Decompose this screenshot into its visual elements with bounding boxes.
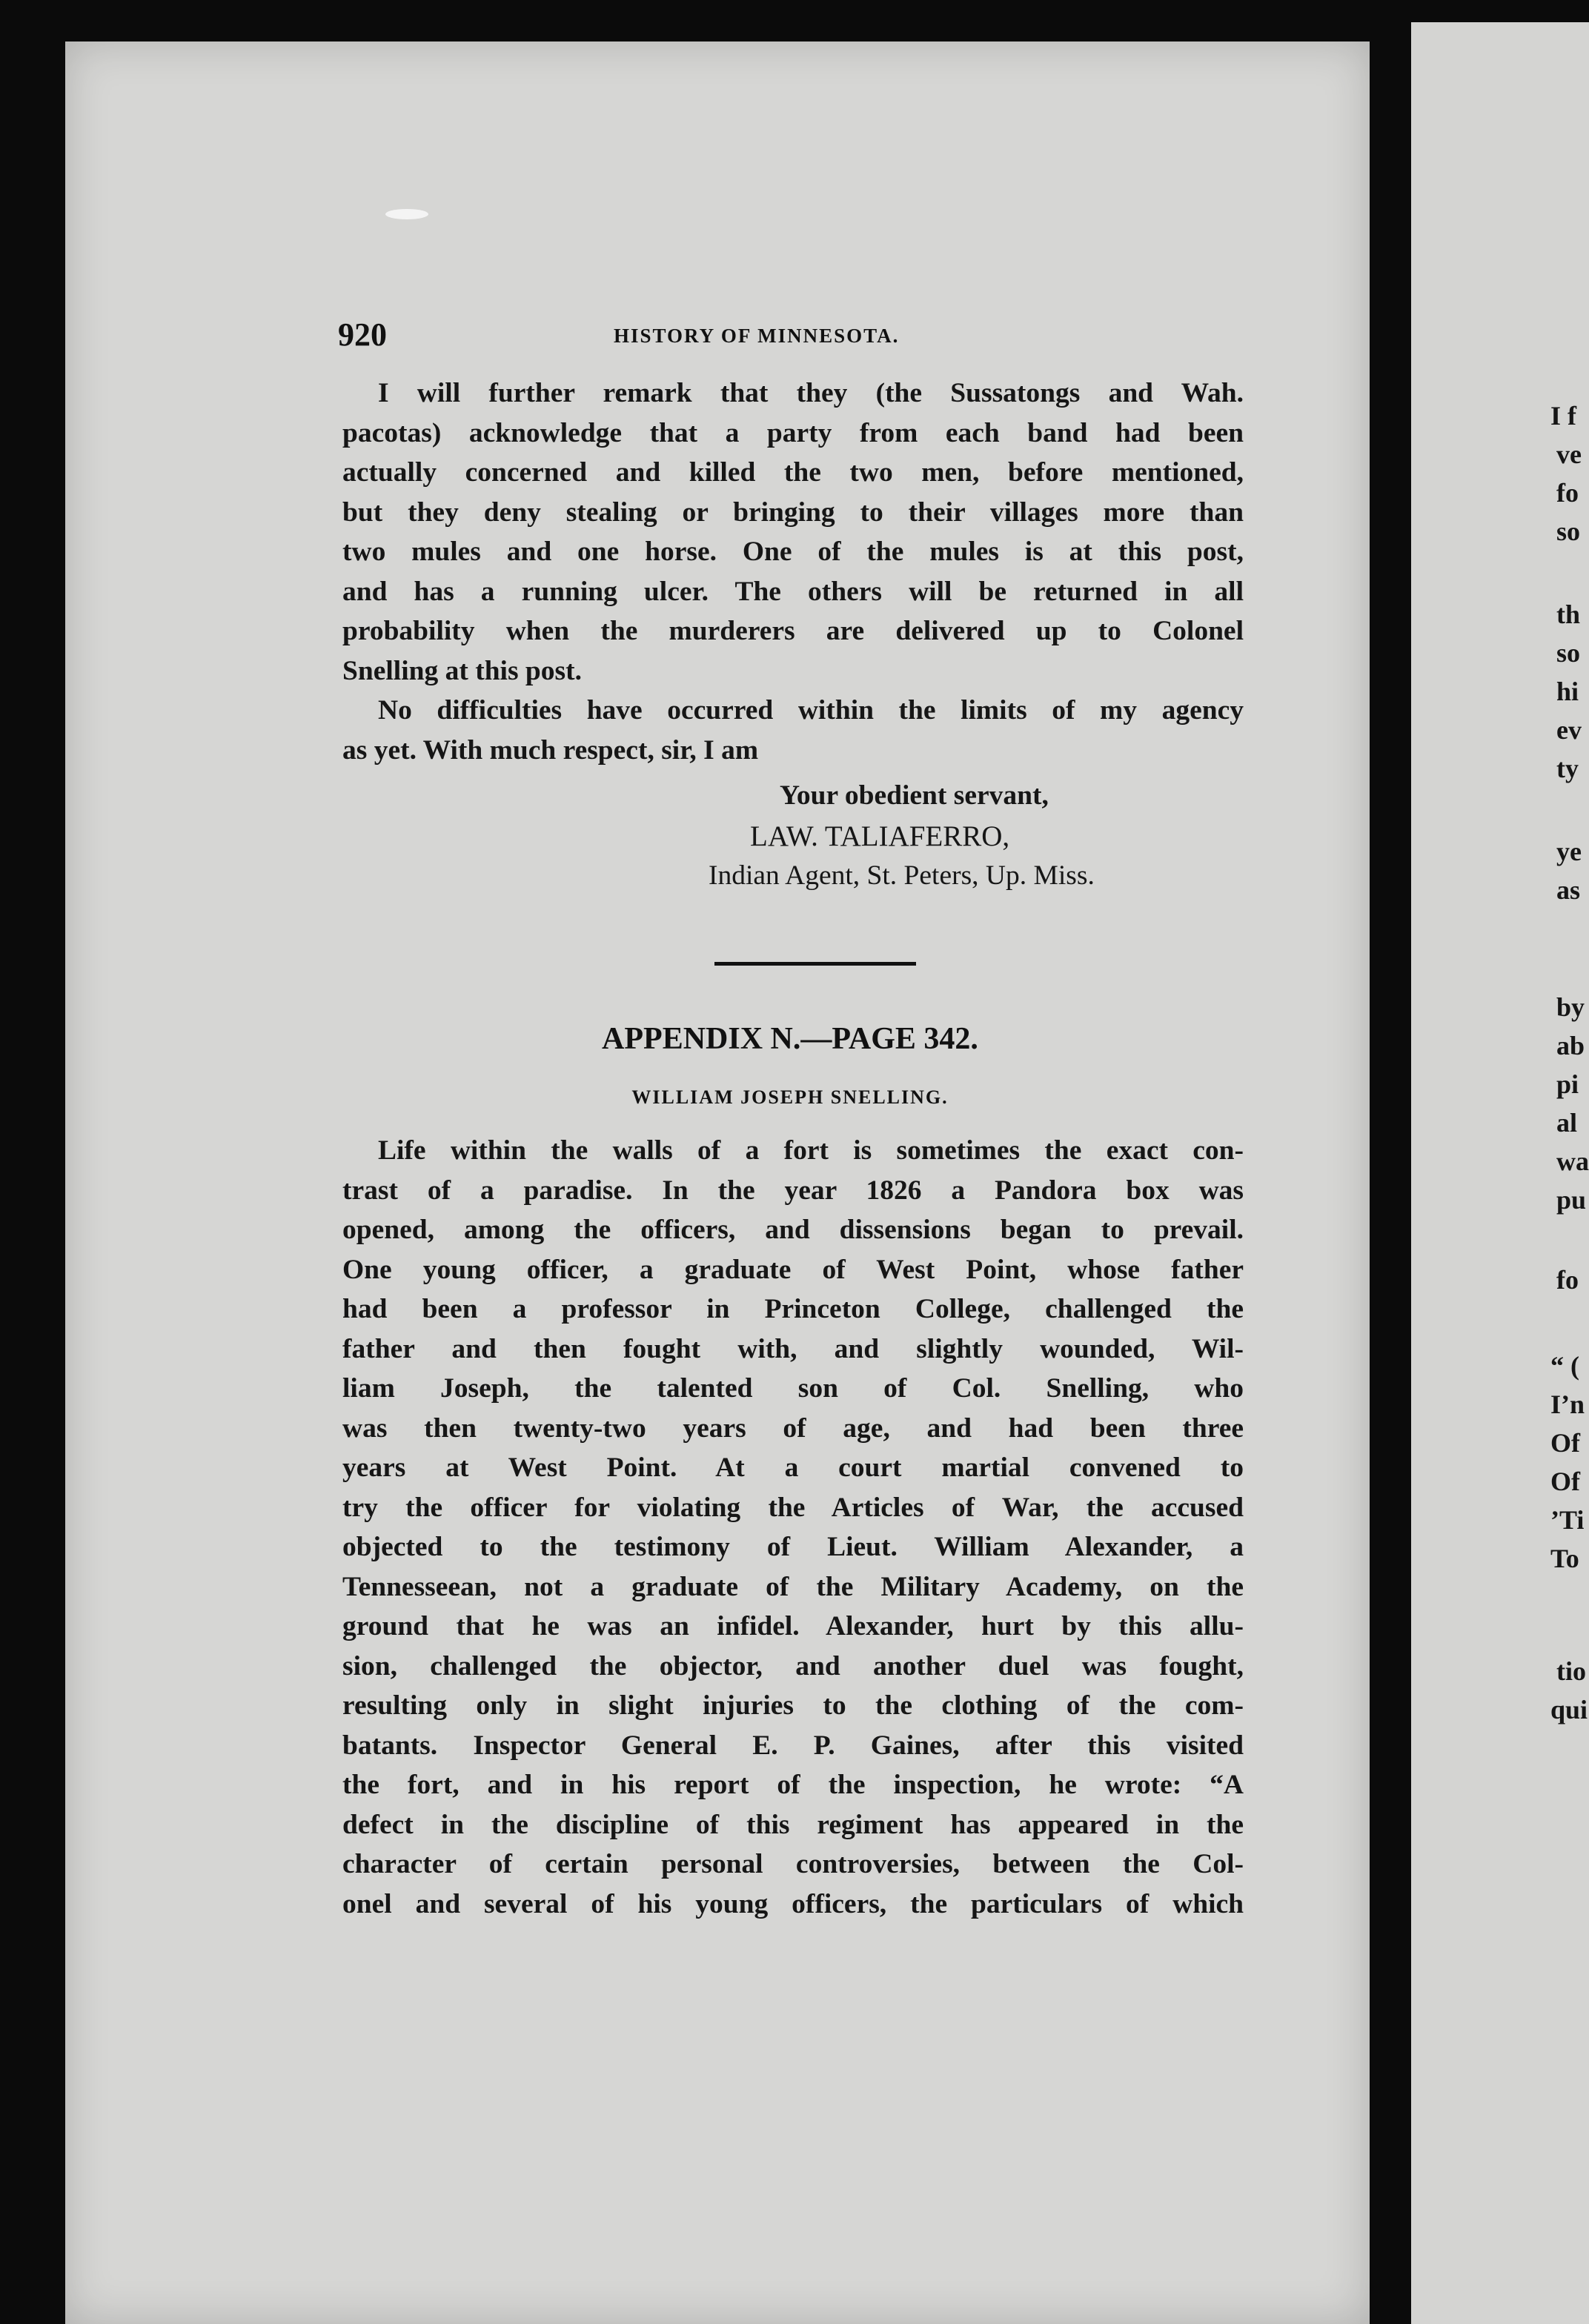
text-line: Life within the walls of a fort is sometimes the exact con-: [378, 1135, 1244, 1166]
text-line: defect in the discipline of this regiment has appeared in the: [342, 1809, 1244, 1840]
adjacent-text-fragment: so: [1556, 517, 1581, 546]
adjacent-text-fragment: wa: [1556, 1146, 1589, 1176]
signature: LAW. TALIAFERRO,: [750, 820, 1010, 852]
text-line: I will further remark that they (the Sussatongs and Wah.: [378, 378, 1244, 408]
text-line: objected to the testimony of Lieut. William Alexander, a: [342, 1532, 1244, 1562]
adjacent-text-fragment: so: [1556, 638, 1581, 668]
text-line: and has a running ulcer. The others will be returned in all: [342, 576, 1244, 607]
adjacent-text-fragment: ve: [1556, 439, 1582, 469]
adjacent-text-fragment: Of: [1550, 1428, 1580, 1458]
adjacent-text-fragment: I’n: [1550, 1390, 1585, 1419]
adjacent-text-fragment: ev: [1556, 715, 1582, 745]
scan-smudge: [385, 209, 428, 219]
section-divider: [714, 962, 916, 966]
text-line: batants. Inspector General E. P. Gaines, after this visited: [342, 1730, 1244, 1761]
adjacent-text-fragment: fo: [1556, 1265, 1579, 1295]
adjacent-text-fragment: ab: [1556, 1031, 1585, 1060]
text-line: Snelling at this post.: [342, 655, 582, 686]
adjacent-text-fragment: as: [1556, 875, 1581, 905]
signatory-title: Indian Agent, St. Peters, Up. Miss.: [709, 860, 1095, 891]
text-line: actually concerned and killed the two men, before mentioned,: [342, 457, 1244, 488]
text-line: No difficulties have occurred within the limits of my agency: [378, 695, 1244, 726]
text-line: onel and several of his young officers, the particulars of which: [342, 1888, 1244, 1919]
salutation: Your obedient servant,: [780, 780, 1049, 811]
adjacent-text-fragment: “ (: [1550, 1351, 1579, 1381]
adjacent-text-fragment: Of: [1550, 1467, 1580, 1496]
letter-text: [342, 374, 1244, 770]
text-line: try the officer for violating the Articles of War, the accused: [342, 1492, 1244, 1523]
adjacent-text-fragment: pi: [1556, 1069, 1579, 1099]
appendix-subtitle: WILLIAM JOSEPH SNELLING.: [631, 1086, 949, 1108]
text-line: had been a professor in Princeton College, challenged the: [342, 1294, 1244, 1324]
text-line: character of certain personal controversies, between the Col-: [342, 1849, 1244, 1879]
text-line: ground that he was an infidel. Alexander, hurt by this allu-: [342, 1611, 1244, 1641]
adjacent-text-fragment: I f: [1550, 401, 1576, 431]
text-line: was then twenty-two years of age, and had been three: [342, 1412, 1244, 1444]
text-line: as yet. With much respect, sir, I am: [342, 734, 759, 766]
adjacent-text-fragment: al: [1556, 1108, 1578, 1138]
adjacent-text-fragment: qui: [1550, 1695, 1588, 1724]
text-line: father and then fought with, and slightly wounded, Wil-: [342, 1333, 1244, 1364]
adjacent-page-edge: [1411, 22, 1589, 2324]
adjacent-text-fragment: hi: [1556, 677, 1579, 706]
text-line: the fort, and in his report of the inspection, he wrote: “A: [342, 1770, 1244, 1800]
adjacent-text-fragment: ty: [1556, 754, 1579, 783]
page-number: 920: [338, 316, 387, 353]
text-line: One young officer, a graduate of West Point, whose father: [342, 1254, 1244, 1285]
adjacent-text-fragment: by: [1556, 992, 1585, 1022]
text-line: years at West Point. At a court martial convened to: [342, 1452, 1244, 1483]
text-line: probability when the murderers are delivered up to Colonel: [342, 616, 1244, 646]
text-line: opened, among the officers, and dissensions began to prevail.: [342, 1215, 1244, 1245]
appendix-text: [342, 1131, 1244, 1924]
adjacent-text-fragment: To: [1550, 1544, 1579, 1573]
text-line: but they deny stealing or bringing to their villages more than: [342, 497, 1244, 528]
adjacent-text-fragment: tio: [1556, 1656, 1586, 1686]
text-line: pacotas) acknowledge that a party from each band had been: [342, 417, 1244, 448]
text-line: liam Joseph, the talented son of Col. Snelling, who: [342, 1373, 1244, 1404]
text-line: sion, challenged the objector, and another duel was fought,: [342, 1650, 1244, 1681]
text-line: trast of a paradise. In the year 1826 a Pandora box was: [342, 1175, 1244, 1206]
appendix-title: APPENDIX N.—PAGE 342.: [602, 1022, 978, 1056]
text-line: resulting only in slight injuries to the clothing of the com-: [342, 1690, 1244, 1721]
adjacent-text-fragment: fo: [1556, 478, 1579, 508]
adjacent-text-fragment: ’Ti: [1550, 1505, 1585, 1535]
running-title: HISTORY OF MINNESOTA.: [614, 325, 900, 347]
text-line: two mules and one horse. One of the mules is at this post,: [342, 537, 1244, 567]
text-line: Tennesseean, not a graduate of the Military Academy, on the: [342, 1571, 1244, 1602]
adjacent-text-fragment: ye: [1556, 837, 1582, 866]
adjacent-text-fragment: th: [1556, 600, 1581, 629]
adjacent-text-fragment: pu: [1556, 1185, 1587, 1215]
page-header: [338, 316, 1245, 353]
